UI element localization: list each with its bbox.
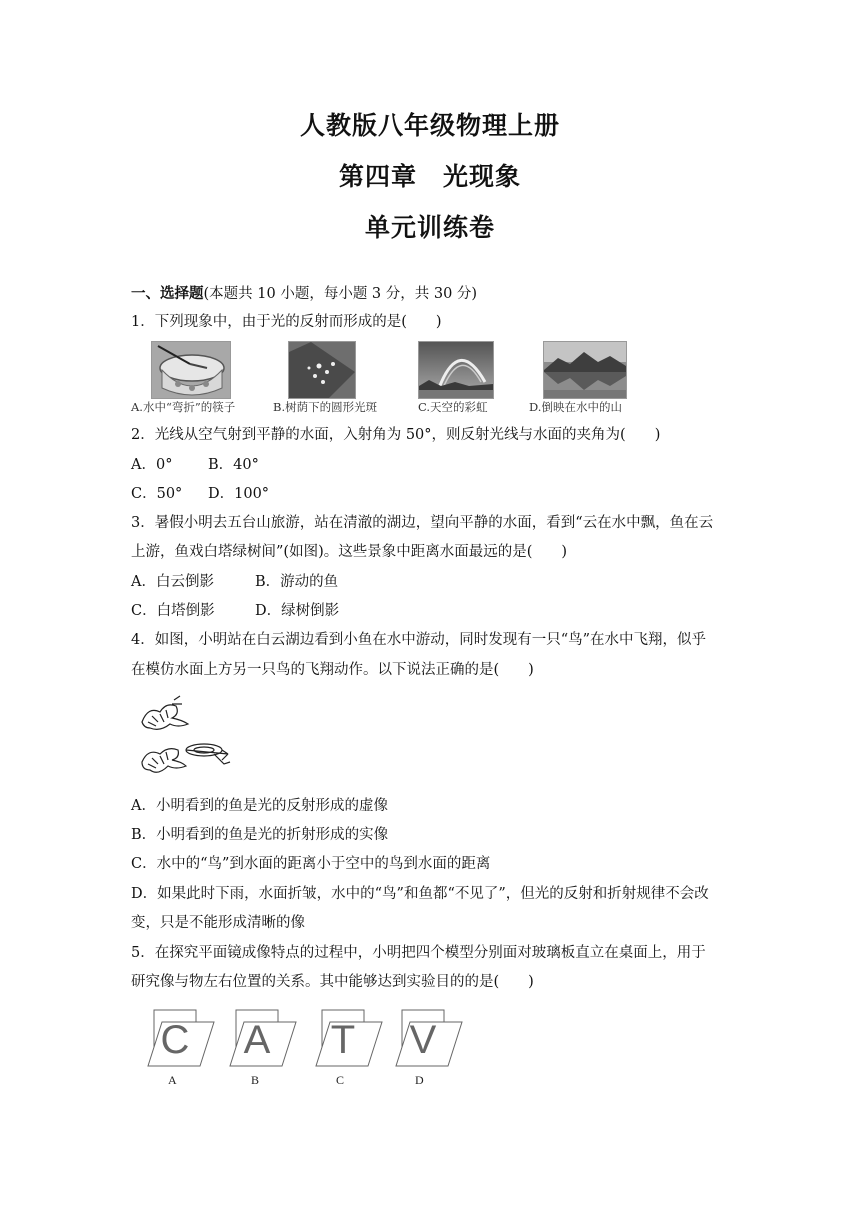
- q4-option-d-line2: 变，只是不能形成清晰的像: [131, 915, 305, 931]
- q1-caption-d: D.倒映在水中的山: [529, 400, 622, 414]
- q1-image-rainbow: [418, 341, 494, 399]
- q3-option-c: C．白塔倒影: [131, 603, 215, 619]
- section-heading-note: (本题共 10 小题，每小题 3 分，共 30 分): [203, 286, 478, 302]
- q1-image-light-spots: [288, 341, 356, 399]
- q3-option-d: D．绿树倒影: [255, 603, 340, 619]
- q2-option-c: C．50°: [131, 486, 183, 502]
- q4-option-a: A．小明看到的鱼是光的反射形成的虚像: [131, 798, 388, 814]
- q5-models-figure: [140, 1008, 470, 1072]
- q3-stem-line1: 3．暑假小明去五台山旅游，站在清澈的湖边，望向平静的水面，看到“云在水中飘，鱼在云: [131, 515, 714, 531]
- q2-option-a: A．0°: [131, 457, 173, 473]
- q4-stem-line2: 在模仿水面上方另一只鸟的飞翔动作。以下说法正确的是( ): [131, 662, 534, 678]
- q4-option-c: C．水中的“鸟”到水面的距离小于空中的鸟到水面的距离: [131, 856, 491, 872]
- q4-option-b: B．小明看到的鱼是光的折射形成的实像: [131, 827, 389, 843]
- exam-title: 单元训练卷: [364, 213, 495, 242]
- q2-options-row2: [131, 484, 731, 504]
- q1-stem: 1．下列现象中，由于光的反射而形成的是( ): [131, 314, 442, 330]
- q3-option-b: B．游动的鱼: [255, 574, 339, 590]
- q5-label-a: A: [168, 1073, 177, 1087]
- chapter-title: 第四章 光现象: [338, 162, 521, 191]
- section-heading: [131, 284, 731, 304]
- q5-label-d: D: [415, 1073, 424, 1087]
- q2-option-d: D．100°: [208, 486, 270, 502]
- model-letter-t: T: [330, 1018, 356, 1062]
- q5-stem-line1: 5．在探究平面镜成像特点的过程中，小明把四个模型分别面对玻璃板直立在桌面上，用于: [131, 945, 706, 961]
- doc-title: 人教版八年级物理上册: [299, 111, 560, 140]
- model-letter-v: V: [409, 1018, 437, 1062]
- q3-options-row1: [131, 572, 731, 592]
- q5-label-c: C: [336, 1073, 345, 1087]
- q2-option-b: B．40°: [208, 457, 259, 473]
- q3-stem-line2: 上游，鱼戏白塔绿树间”(如图)。这些景象中距离水面最远的是( ): [131, 544, 568, 560]
- q1-caption-b: B.树荫下的圆形光斑: [273, 400, 378, 414]
- q1-caption-a: A.水中“弯折”的筷子: [131, 400, 236, 414]
- section-heading-label: 一、选择题: [131, 286, 204, 302]
- q3-option-a: A．白云倒影: [131, 574, 214, 590]
- q5-stem-line2: 研究像与物左右位置的关系。其中能够达到实验目的的是( ): [131, 974, 534, 990]
- q4-option-d-line1: D．如果此时下雨，水面折皱，水中的“鸟”和鱼都“不见了”，但光的反射和折射规律不会改: [131, 886, 709, 902]
- model-letter-c: C: [160, 1018, 190, 1062]
- q1-caption-c: C.天空的彩虹: [418, 400, 488, 414]
- q5-label-b: B: [251, 1073, 260, 1087]
- model-letter-a: A: [243, 1018, 271, 1062]
- q4-stem-line1: 4．如图，小明站在白云湖边看到小鱼在水中游动，同时发现有一只“鸟”在水中飞翔，似乎: [131, 632, 707, 648]
- q1-image-chopsticks: [151, 341, 231, 399]
- q2-stem: 2．光线从空气射到平静的水面，入射角为 50°，则反射光线与水面的夹角为( ): [131, 427, 661, 443]
- q4-birds-figure: [136, 692, 236, 782]
- q3-options-row2: [131, 601, 731, 621]
- q1-image-mountain-reflection: [543, 341, 627, 399]
- q2-options-row1: [131, 455, 731, 475]
